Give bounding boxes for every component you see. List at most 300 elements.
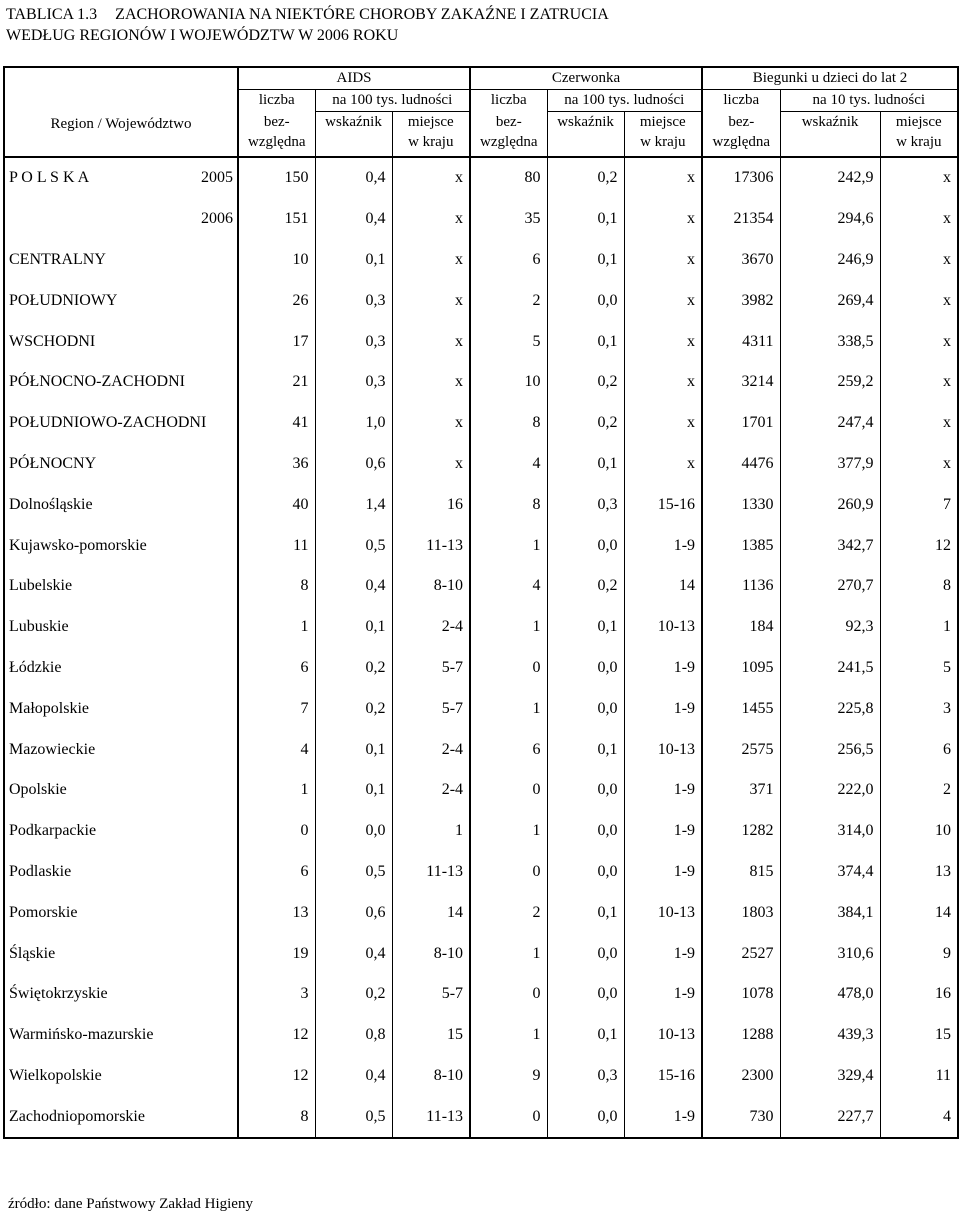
cell-aids-liczba: 150 — [238, 157, 315, 199]
cell-biegunki-wskaznik: 222,0 — [780, 770, 880, 811]
cell-aids-liczba: 40 — [238, 484, 315, 525]
cell-biegunki-liczba: 3670 — [702, 240, 780, 281]
cell-czerwonka-wskaznik: 0,1 — [547, 729, 624, 770]
region-name: PÓŁNOCNO-ZACHODNI — [9, 373, 185, 391]
cell-czerwonka-wskaznik: 0,1 — [547, 892, 624, 933]
cell-biegunki-miejsce: 1 — [880, 607, 958, 648]
cell-biegunki-wskaznik: 329,4 — [780, 1056, 880, 1097]
cell-aids-wskaznik: 0,4 — [315, 199, 392, 240]
region-name: Zachodniopomorskie — [9, 1107, 145, 1125]
cell-biegunki-wskaznik: 377,9 — [780, 444, 880, 485]
cell-biegunki-miejsce: x — [880, 240, 958, 281]
cell-biegunki-liczba: 1078 — [702, 974, 780, 1015]
cell-czerwonka-miejsce: 1-9 — [624, 648, 702, 689]
table-row — [4, 974, 958, 1015]
cell-czerwonka-wskaznik: 0,1 — [547, 444, 624, 485]
cell-czerwonka-wskaznik: 0,3 — [547, 484, 624, 525]
year — [186, 1056, 238, 1097]
year — [186, 280, 238, 321]
year — [186, 566, 238, 607]
year — [186, 321, 238, 362]
cell-biegunki-miejsce: x — [880, 403, 958, 444]
cell-czerwonka-miejsce: 1-9 — [624, 974, 702, 1015]
cell-aids-miejsce: 1 — [392, 811, 470, 852]
cell-czerwonka-liczba: 4 — [470, 566, 547, 607]
year — [186, 1015, 238, 1056]
cell-aids-wskaznik: 0,4 — [315, 157, 392, 199]
cell-biegunki-liczba: 1385 — [702, 525, 780, 566]
cell-aids-liczba: 3 — [238, 974, 315, 1015]
region-name: Świętokrzyskie — [9, 985, 108, 1003]
header-wskaznik: wskaźnik — [801, 114, 859, 130]
cell-czerwonka-wskaznik: 0,0 — [547, 770, 624, 811]
table-body — [4, 157, 958, 1138]
cell-biegunki-wskaznik: 310,6 — [780, 933, 880, 974]
cell-biegunki-miejsce: 11 — [880, 1056, 958, 1097]
table-header — [4, 67, 958, 157]
cell-czerwonka-miejsce: 10-13 — [624, 1015, 702, 1056]
header-miejsce-biegunki — [880, 112, 958, 158]
table-row — [4, 362, 958, 403]
cell-biegunki-liczba: 21354 — [702, 199, 780, 240]
cell-aids-liczba: 4 — [238, 729, 315, 770]
region-name: Śląskie — [9, 944, 56, 962]
cell-biegunki-liczba: 1455 — [702, 688, 780, 729]
header-group-czerwonka: Czerwonka — [470, 67, 702, 90]
year — [186, 1096, 238, 1138]
cell-aids-miejsce: 5-7 — [392, 648, 470, 689]
table-row — [4, 770, 958, 811]
cell-czerwonka-wskaznik: 0,1 — [547, 321, 624, 362]
cell-czerwonka-liczba: 1 — [470, 933, 547, 974]
cell-biegunki-wskaznik: 342,7 — [780, 525, 880, 566]
cell-aids-wskaznik: 1,4 — [315, 484, 392, 525]
header-wskaznik: wskaźnik — [325, 114, 382, 130]
cell-biegunki-miejsce: 2 — [880, 770, 958, 811]
cell-czerwonka-liczba: 6 — [470, 240, 547, 281]
table-row — [4, 852, 958, 893]
cell-biegunki-miejsce: x — [880, 321, 958, 362]
cell-czerwonka-wskaznik: 0,0 — [547, 688, 624, 729]
header-wzgledna: względna — [248, 133, 306, 150]
table-row — [4, 1096, 958, 1138]
year — [186, 484, 238, 525]
cell-biegunki-liczba: 17306 — [702, 157, 780, 199]
cell-czerwonka-wskaznik: 0,2 — [547, 403, 624, 444]
year — [186, 974, 238, 1015]
cell-biegunki-wskaznik: 260,9 — [780, 484, 880, 525]
table-row — [4, 648, 958, 689]
cell-aids-wskaznik: 0,4 — [315, 1056, 392, 1097]
header-bezwzgledna-biegunki — [702, 112, 780, 158]
cell-czerwonka-wskaznik: 0,2 — [547, 362, 624, 403]
region-name: P O L S K A — [9, 169, 90, 187]
cell-czerwonka-wskaznik: 0,0 — [547, 933, 624, 974]
cell-biegunki-miejsce: 13 — [880, 852, 958, 893]
cell-biegunki-wskaznik: 374,4 — [780, 852, 880, 893]
cell-biegunki-wskaznik: 246,9 — [780, 240, 880, 281]
cell-czerwonka-liczba: 0 — [470, 770, 547, 811]
cell-aids-liczba: 6 — [238, 648, 315, 689]
header-rate-biegunki: na 10 tys. ludności — [780, 90, 958, 112]
cell-aids-miejsce: 2-4 — [392, 770, 470, 811]
cell-czerwonka-liczba: 0 — [470, 852, 547, 893]
cell-czerwonka-wskaznik: 0,0 — [547, 1096, 624, 1138]
cell-biegunki-wskaznik: 92,3 — [780, 607, 880, 648]
year — [186, 933, 238, 974]
year — [186, 525, 238, 566]
region-name: Lubuskie — [9, 618, 69, 636]
cell-aids-wskaznik: 1,0 — [315, 403, 392, 444]
cell-aids-liczba: 12 — [238, 1015, 315, 1056]
cell-czerwonka-miejsce: 10-13 — [624, 607, 702, 648]
table-row — [4, 484, 958, 525]
cell-biegunki-miejsce: x — [880, 444, 958, 485]
cell-czerwonka-wskaznik: 0,2 — [547, 157, 624, 199]
cell-biegunki-wskaznik: 242,9 — [780, 157, 880, 199]
cell-aids-miejsce: 8-10 — [392, 566, 470, 607]
year — [186, 607, 238, 648]
header-rate-aids: na 100 tys. ludności — [315, 90, 470, 112]
region-name: Łódzkie — [9, 658, 62, 676]
header-liczba-czerwonka: liczba — [470, 90, 547, 112]
cell-aids-liczba: 17 — [238, 321, 315, 362]
cell-aids-liczba: 36 — [238, 444, 315, 485]
cell-biegunki-liczba: 1330 — [702, 484, 780, 525]
header-group-biegunki: Biegunki u dzieci do lat 2 — [702, 67, 958, 90]
cell-aids-miejsce: 5-7 — [392, 688, 470, 729]
header-group-aids: AIDS — [238, 67, 470, 90]
cell-biegunki-wskaznik: 439,3 — [780, 1015, 880, 1056]
table-row — [4, 811, 958, 852]
cell-czerwonka-liczba: 0 — [470, 1096, 547, 1138]
region-name: Wielkopolskie — [9, 1066, 102, 1084]
cell-czerwonka-miejsce: 15-16 — [624, 1056, 702, 1097]
region-name: Opolskie — [9, 781, 67, 799]
cell-biegunki-wskaznik: 478,0 — [780, 974, 880, 1015]
cell-biegunki-miejsce: 9 — [880, 933, 958, 974]
cell-aids-liczba: 8 — [238, 566, 315, 607]
cell-czerwonka-wskaznik: 0,1 — [547, 199, 624, 240]
header-wzgledna: względna — [480, 133, 538, 150]
cell-biegunki-miejsce: 7 — [880, 484, 958, 525]
title-line-1 — [6, 4, 609, 25]
cell-aids-miejsce: 8-10 — [392, 933, 470, 974]
cell-czerwonka-miejsce: 1-9 — [624, 811, 702, 852]
table-row — [4, 688, 958, 729]
cell-aids-miejsce: x — [392, 240, 470, 281]
cell-aids-liczba: 41 — [238, 403, 315, 444]
cell-czerwonka-liczba: 80 — [470, 157, 547, 199]
cell-aids-wskaznik: 0,0 — [315, 811, 392, 852]
cell-czerwonka-miejsce: 15-16 — [624, 484, 702, 525]
cell-biegunki-liczba: 815 — [702, 852, 780, 893]
year — [186, 892, 238, 933]
cell-biegunki-liczba: 184 — [702, 607, 780, 648]
cell-czerwonka-liczba: 1 — [470, 688, 547, 729]
cell-czerwonka-wskaznik: 0,2 — [547, 566, 624, 607]
title-text-1: ZACHOROWANIA NA NIEKTÓRE CHOROBY ZAKAŹNE I ZATRUCIA — [115, 6, 609, 23]
cell-biegunki-liczba: 3214 — [702, 362, 780, 403]
header-miejsce-aids — [392, 112, 470, 158]
cell-biegunki-wskaznik: 314,0 — [780, 811, 880, 852]
region-name: CENTRALNY — [9, 250, 106, 268]
cell-czerwonka-wskaznik: 0,0 — [547, 280, 624, 321]
cell-biegunki-liczba: 1803 — [702, 892, 780, 933]
cell-biegunki-wskaznik: 259,2 — [780, 362, 880, 403]
cell-biegunki-wskaznik: 270,7 — [780, 566, 880, 607]
table-row — [4, 403, 958, 444]
cell-aids-liczba: 13 — [238, 892, 315, 933]
cell-czerwonka-liczba: 5 — [470, 321, 547, 362]
cell-czerwonka-liczba: 2 — [470, 892, 547, 933]
cell-czerwonka-miejsce: 1-9 — [624, 852, 702, 893]
header-wskaznik: wskaźnik — [557, 114, 614, 130]
cell-biegunki-liczba: 730 — [702, 1096, 780, 1138]
table-row — [4, 1015, 958, 1056]
table-row — [4, 157, 958, 199]
cell-czerwonka-wskaznik: 0,1 — [547, 607, 624, 648]
cell-czerwonka-miejsce: 14 — [624, 566, 702, 607]
region-name: Podlaskie — [9, 862, 72, 880]
cell-biegunki-miejsce: 8 — [880, 566, 958, 607]
cell-biegunki-liczba: 3982 — [702, 280, 780, 321]
cell-czerwonka-liczba: 0 — [470, 974, 547, 1015]
cell-aids-liczba: 151 — [238, 199, 315, 240]
header-liczba-aids: liczba — [238, 90, 315, 112]
cell-czerwonka-miejsce: 1-9 — [624, 525, 702, 566]
cell-aids-wskaznik: 0,4 — [315, 566, 392, 607]
cell-czerwonka-wskaznik: 0,0 — [547, 974, 624, 1015]
cell-aids-miejsce: x — [392, 199, 470, 240]
header-wskaznik-aids — [315, 112, 392, 158]
cell-aids-wskaznik: 0,3 — [315, 321, 392, 362]
header-liczba-biegunki: liczba — [702, 90, 780, 112]
cell-czerwonka-miejsce: x — [624, 321, 702, 362]
cell-aids-wskaznik: 0,2 — [315, 974, 392, 1015]
cell-aids-miejsce: x — [392, 403, 470, 444]
header-bezwzgledna-aids — [238, 112, 315, 158]
cell-aids-miejsce: 11-13 — [392, 525, 470, 566]
region-name — [4, 199, 186, 240]
cell-biegunki-wskaznik: 227,7 — [780, 1096, 880, 1138]
cell-biegunki-liczba: 1095 — [702, 648, 780, 689]
cell-aids-liczba: 21 — [238, 362, 315, 403]
table-row — [4, 199, 958, 240]
region-name: Warmińsko-mazurskie — [9, 1026, 154, 1044]
cell-czerwonka-wskaznik: 0,0 — [547, 525, 624, 566]
cell-biegunki-miejsce: x — [880, 157, 958, 199]
cell-czerwonka-miejsce: 1-9 — [624, 770, 702, 811]
table-row — [4, 729, 958, 770]
cell-czerwonka-wskaznik: 0,1 — [547, 1015, 624, 1056]
region-name: Mazowieckie — [9, 740, 96, 758]
year — [186, 770, 238, 811]
year: 2006 — [201, 210, 233, 228]
cell-biegunki-liczba: 4311 — [702, 321, 780, 362]
cell-aids-miejsce: x — [392, 157, 470, 199]
table-row — [4, 566, 958, 607]
cell-biegunki-miejsce: 3 — [880, 688, 958, 729]
cell-aids-wskaznik: 0,6 — [315, 444, 392, 485]
header-wzgledna: względna — [712, 133, 771, 150]
cell-aids-wskaznik: 0,5 — [315, 852, 392, 893]
cell-czerwonka-liczba: 10 — [470, 362, 547, 403]
year — [186, 648, 238, 689]
region-name: POŁUDNIOWY — [9, 291, 118, 309]
cell-aids-wskaznik: 0,8 — [315, 1015, 392, 1056]
cell-czerwonka-miejsce: 1-9 — [624, 933, 702, 974]
cell-czerwonka-wskaznik: 0,0 — [547, 811, 624, 852]
header-bez: bez- — [495, 113, 522, 130]
table-row — [4, 892, 958, 933]
region-name: Podkarpackie — [9, 822, 97, 840]
cell-czerwonka-liczba: 4 — [470, 444, 547, 485]
cell-biegunki-miejsce: x — [880, 362, 958, 403]
cell-biegunki-miejsce: 6 — [880, 729, 958, 770]
cell-aids-wskaznik: 0,5 — [315, 1096, 392, 1138]
cell-aids-wskaznik: 0,6 — [315, 892, 392, 933]
cell-czerwonka-liczba: 0 — [470, 648, 547, 689]
cell-biegunki-liczba: 2575 — [702, 729, 780, 770]
header-w-kraju: w kraju — [640, 134, 686, 150]
cell-aids-wskaznik: 0,3 — [315, 362, 392, 403]
cell-biegunki-miejsce: 10 — [880, 811, 958, 852]
header-miejsce: miejsce — [895, 114, 942, 130]
cell-aids-liczba: 10 — [238, 240, 315, 281]
cell-biegunki-wskaznik: 384,1 — [780, 892, 880, 933]
region-name: Pomorskie — [9, 903, 78, 921]
cell-czerwonka-miejsce: x — [624, 403, 702, 444]
cell-czerwonka-miejsce: 1-9 — [624, 1096, 702, 1138]
cell-biegunki-miejsce: x — [880, 199, 958, 240]
region-name: PÓŁNOCNY — [9, 454, 97, 472]
cell-aids-wskaznik: 0,5 — [315, 525, 392, 566]
cell-aids-liczba: 0 — [238, 811, 315, 852]
table-number: TABLICA 1.3 — [6, 6, 98, 23]
cell-czerwonka-wskaznik: 0,3 — [547, 1056, 624, 1097]
cell-aids-wskaznik: 0,1 — [315, 607, 392, 648]
cell-biegunki-miejsce: 15 — [880, 1015, 958, 1056]
cell-biegunki-wskaznik: 338,5 — [780, 321, 880, 362]
cell-biegunki-miejsce: 14 — [880, 892, 958, 933]
year: 2005 — [201, 169, 233, 187]
cell-czerwonka-liczba: 8 — [470, 403, 547, 444]
cell-biegunki-miejsce: 4 — [880, 1096, 958, 1138]
cell-czerwonka-wskaznik: 0,1 — [547, 240, 624, 281]
cell-aids-liczba: 11 — [238, 525, 315, 566]
cell-biegunki-wskaznik: 225,8 — [780, 688, 880, 729]
cell-aids-miejsce: 16 — [392, 484, 470, 525]
cell-aids-miejsce: 2-4 — [392, 607, 470, 648]
cell-biegunki-liczba: 2300 — [702, 1056, 780, 1097]
region-name: Małopolskie — [9, 699, 89, 717]
header-wskaznik-czerwonka — [547, 112, 624, 158]
header-wskaznik-biegunki — [780, 112, 880, 158]
cell-czerwonka-miejsce: 1-9 — [624, 688, 702, 729]
cell-biegunki-miejsce: 16 — [880, 974, 958, 1015]
cell-biegunki-liczba: 1288 — [702, 1015, 780, 1056]
cell-aids-liczba: 1 — [238, 770, 315, 811]
year — [186, 852, 238, 893]
cell-aids-liczba: 1 — [238, 607, 315, 648]
header-region-label: Region / Województwo — [50, 115, 192, 132]
cell-aids-miejsce: 2-4 — [392, 729, 470, 770]
cell-czerwonka-liczba: 8 — [470, 484, 547, 525]
cell-czerwonka-miejsce: 10-13 — [624, 892, 702, 933]
cell-aids-wskaznik: 0,1 — [315, 729, 392, 770]
cell-aids-wskaznik: 0,4 — [315, 933, 392, 974]
title-line-2: WEDŁUG REGIONÓW I WOJEWÓDZTW W 2006 ROKU — [6, 27, 399, 44]
cell-aids-miejsce: 11-13 — [392, 1096, 470, 1138]
cell-czerwonka-miejsce: 10-13 — [624, 729, 702, 770]
cell-czerwonka-miejsce: x — [624, 362, 702, 403]
cell-czerwonka-wskaznik: 0,0 — [547, 852, 624, 893]
cell-biegunki-liczba: 4476 — [702, 444, 780, 485]
region-name: Lubelskie — [9, 577, 73, 595]
table-row — [4, 1056, 958, 1097]
cell-biegunki-miejsce: x — [880, 280, 958, 321]
cell-czerwonka-miejsce: x — [624, 280, 702, 321]
year — [186, 729, 238, 770]
table-row — [4, 444, 958, 485]
cell-czerwonka-liczba: 1 — [470, 811, 547, 852]
cell-czerwonka-miejsce: x — [624, 199, 702, 240]
header-bezwzgledna-czerwonka — [470, 112, 547, 158]
cell-aids-wskaznik: 0,1 — [315, 770, 392, 811]
table-row — [4, 933, 958, 974]
cell-biegunki-wskaznik: 241,5 — [780, 648, 880, 689]
source-note: źródło: dane Państwowy Zakład Higieny — [8, 1196, 253, 1212]
region-name: Kujawsko-pomorskie — [9, 536, 147, 554]
year — [186, 240, 238, 281]
cell-aids-miejsce: x — [392, 280, 470, 321]
cell-aids-liczba: 6 — [238, 852, 315, 893]
cell-biegunki-wskaznik: 256,5 — [780, 729, 880, 770]
cell-aids-miejsce: 11-13 — [392, 852, 470, 893]
cell-biegunki-wskaznik: 269,4 — [780, 280, 880, 321]
cell-czerwonka-miejsce: x — [624, 157, 702, 199]
table-row — [4, 321, 958, 362]
table-row — [4, 280, 958, 321]
region-name: Dolnośląskie — [9, 495, 93, 513]
region-name: POŁUDNIOWO-ZACHODNI — [9, 414, 207, 432]
year — [186, 811, 238, 852]
header-bez: bez- — [263, 113, 290, 130]
cell-biegunki-liczba: 2527 — [702, 933, 780, 974]
cell-aids-miejsce: 5-7 — [392, 974, 470, 1015]
year — [186, 688, 238, 729]
cell-aids-liczba: 7 — [238, 688, 315, 729]
cell-czerwonka-liczba: 9 — [470, 1056, 547, 1097]
header-region — [4, 67, 238, 157]
cell-biegunki-wskaznik: 294,6 — [780, 199, 880, 240]
table-row — [4, 607, 958, 648]
cell-czerwonka-miejsce: x — [624, 240, 702, 281]
cell-aids-liczba: 19 — [238, 933, 315, 974]
cell-aids-wskaznik: 0,1 — [315, 240, 392, 281]
cell-biegunki-liczba: 1136 — [702, 566, 780, 607]
year — [186, 444, 238, 485]
cell-aids-miejsce: 15 — [392, 1015, 470, 1056]
cell-aids-wskaznik: 0,3 — [315, 280, 392, 321]
cell-biegunki-liczba: 1701 — [702, 403, 780, 444]
header-bez: bez- — [728, 113, 755, 130]
cell-aids-miejsce: 14 — [392, 892, 470, 933]
table-title — [6, 4, 609, 46]
cell-aids-miejsce: x — [392, 362, 470, 403]
table-row — [4, 240, 958, 281]
